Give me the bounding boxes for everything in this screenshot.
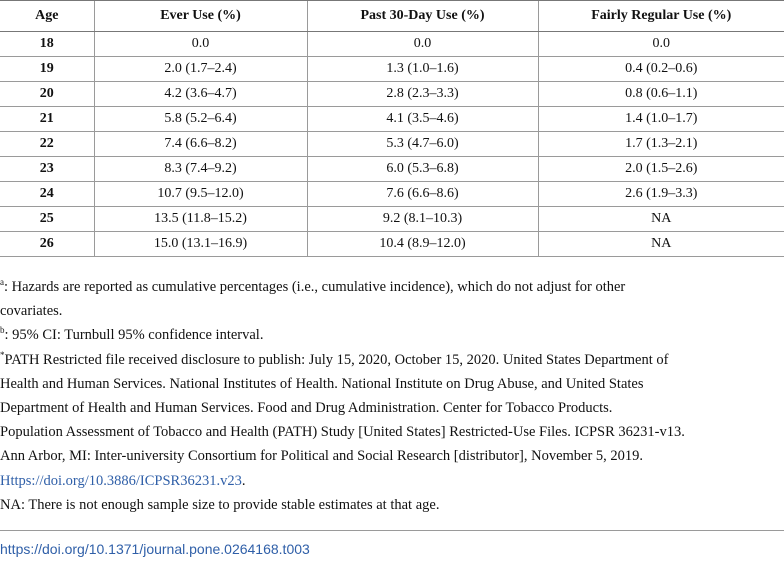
table-body — [0, 32, 784, 257]
footnote-star-line5: Ann Arbor, MI: Inter-university Consortium for Political and Social Research [distributor], November 5, 2019. — [0, 448, 644, 465]
table-header-row — [0, 1, 784, 32]
footnote-a — [0, 275, 784, 299]
age-cell: 18 — [0, 32, 94, 57]
header-ever-use: Ever Use (%) — [94, 1, 307, 32]
table-row — [0, 32, 784, 57]
footnote-star-line2: Health and Human Services. National Institutes of Health. National Institute on Drug Abuse, and United States — [0, 375, 644, 392]
past-30-day-use-cell: 4.1 (3.5–4.6) — [307, 107, 538, 132]
footnote-a-continued: covariates. — [0, 303, 63, 320]
fairly-regular-use-cell: 1.4 (1.0–1.7) — [538, 107, 784, 132]
results-table — [0, 0, 784, 257]
icpsr-doi-link[interactable]: Https://doi.org/10.3886/ICPSR36231.v23 — [0, 472, 242, 489]
footnote-b-text: : 95% CI: Turnbull 95% confidence interval. — [4, 327, 264, 344]
ever-use-cell: 2.0 (1.7–2.4) — [94, 57, 307, 82]
past-30-day-use-cell: 2.8 (2.3–3.3) — [307, 82, 538, 107]
footnote-star-line3: Department of Health and Human Services. Food and Drug Administration. Center for Tobacco Products. — [0, 400, 613, 417]
footnote-star-mark: * — [0, 349, 5, 360]
footnote-b — [0, 323, 784, 347]
footnote-b-mark: b — [0, 325, 5, 336]
fairly-regular-use-cell: 0.0 — [538, 32, 784, 57]
ever-use-cell: 7.4 (6.6–8.2) — [94, 132, 307, 157]
table-row — [0, 132, 784, 157]
age-cell: 19 — [0, 57, 94, 82]
fairly-regular-use-cell: 2.0 (1.5–2.6) — [538, 157, 784, 182]
past-30-day-use-cell: 0.0 — [307, 32, 538, 57]
past-30-day-use-cell: 5.3 (4.7–6.0) — [307, 132, 538, 157]
header-past-30-day-use: Past 30-Day Use (%) — [307, 1, 538, 32]
table-row — [0, 107, 784, 132]
table-doi-link[interactable]: https://doi.org/10.1371/journal.pone.0264168.t003 — [0, 541, 310, 557]
past-30-day-use-cell: 1.3 (1.0–1.6) — [307, 57, 538, 82]
footnote-a-text-line1: : Hazards are reported as cumulative percentages (i.e., cumulative incidence), which do not adjust for other — [4, 279, 626, 295]
age-cell: 24 — [0, 182, 94, 207]
age-cell: 20 — [0, 82, 94, 107]
table-row — [0, 207, 784, 232]
header-age: Age — [0, 1, 94, 32]
ever-use-cell: 5.8 (5.2–6.4) — [94, 107, 307, 132]
table-row — [0, 157, 784, 182]
table-row — [0, 232, 784, 257]
fairly-regular-use-cell: NA — [538, 207, 784, 232]
fairly-regular-use-cell: NA — [538, 232, 784, 257]
age-cell: 23 — [0, 157, 94, 182]
ever-use-cell: 0.0 — [94, 32, 307, 57]
table-row — [0, 82, 784, 107]
ever-use-cell: 13.5 (11.8–15.2) — [94, 207, 307, 232]
fairly-regular-use-cell: 2.6 (1.9–3.3) — [538, 182, 784, 207]
footnote-star-line1: PATH Restricted file received disclosure to publish: July 15, 2020, October 15, 2020. United States Department of — [4, 351, 669, 368]
fairly-regular-use-cell: 1.7 (1.3–2.1) — [538, 132, 784, 157]
table-row — [0, 57, 784, 82]
header-fairly-regular-use: Fairly Regular Use (%) — [538, 1, 784, 32]
ever-use-cell: 15.0 (13.1–16.9) — [94, 232, 307, 257]
footnote-star-link-line — [0, 469, 784, 493]
past-30-day-use-cell: 7.6 (6.6–8.6) — [307, 182, 538, 207]
footnote-star — [0, 348, 784, 372]
footnote-star-link-suffix: . — [241, 472, 246, 489]
table-row — [0, 182, 784, 207]
age-cell: 21 — [0, 107, 94, 132]
footnote-na: NA: There is not enough sample size to provide stable estimates at that age. — [0, 496, 440, 513]
fairly-regular-use-cell: 0.8 (0.6–1.1) — [538, 82, 784, 107]
past-30-day-use-cell: 6.0 (5.3–6.8) — [307, 157, 538, 182]
age-cell: 22 — [0, 132, 94, 157]
footnote-a-mark: a — [0, 277, 4, 287]
age-cell: 26 — [0, 232, 94, 257]
table-footnotes — [0, 275, 784, 517]
footer-divider — [0, 530, 784, 531]
ever-use-cell: 10.7 (9.5–12.0) — [94, 182, 307, 207]
past-30-day-use-cell: 10.4 (8.9–12.0) — [307, 232, 538, 257]
fairly-regular-use-cell: 0.4 (0.2–0.6) — [538, 57, 784, 82]
age-cell: 25 — [0, 207, 94, 232]
ever-use-cell: 8.3 (7.4–9.2) — [94, 157, 307, 182]
past-30-day-use-cell: 9.2 (8.1–10.3) — [307, 207, 538, 232]
footnote-star-line4: Population Assessment of Tobacco and Health (PATH) Study [United States] Restricted-Use Files. ICPSR 36231-v13. — [0, 424, 685, 441]
ever-use-cell: 4.2 (3.6–4.7) — [94, 82, 307, 107]
